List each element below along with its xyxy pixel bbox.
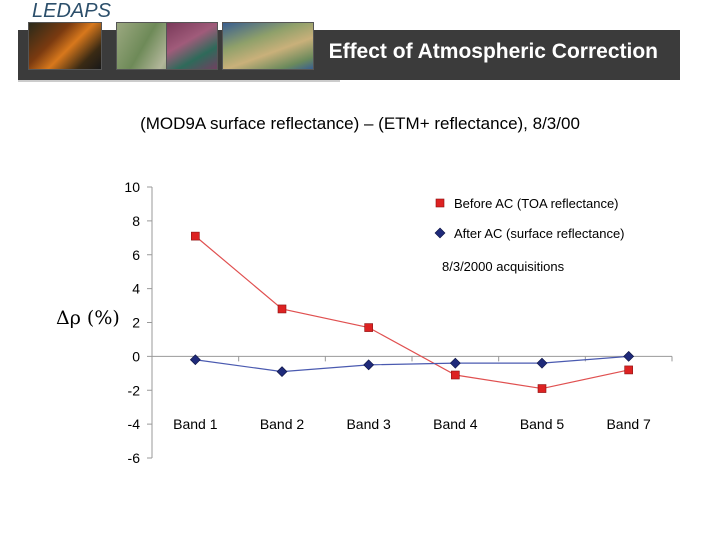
- legend-label: After AC (surface reflectance): [454, 226, 625, 241]
- before-ac-point: [278, 305, 286, 313]
- x-tick-label: Band 1: [173, 416, 218, 433]
- before-ac-point: [191, 232, 199, 240]
- y-tick-label: 4: [132, 280, 140, 297]
- page-title: Effect of Atmospheric Correction: [328, 40, 658, 63]
- legend-label: Before AC (TOA reflectance): [454, 196, 619, 211]
- y-tick-label: 0: [132, 348, 140, 365]
- before-ac-point: [451, 371, 459, 379]
- x-tick-label: Band 4: [433, 416, 478, 433]
- legend-diamond-marker: [435, 228, 445, 238]
- chart-subtitle: (MOD9A surface reflectance) – (ETM+ reflectance), 8/3/00: [140, 114, 580, 133]
- before-ac-point: [538, 385, 546, 393]
- x-tick-label: Band 5: [519, 416, 565, 433]
- y-tick-label: 6: [132, 246, 140, 263]
- after-ac-point: [624, 351, 634, 361]
- y-tick-label: 2: [132, 314, 140, 331]
- before-ac-point: [365, 324, 373, 332]
- x-tick-label: Band 7: [606, 416, 651, 433]
- y-tick-label: 10: [124, 179, 140, 195]
- after-ac-point: [537, 358, 547, 368]
- y-tick-label: -4: [127, 416, 140, 433]
- after-ac-point: [364, 360, 374, 370]
- x-tick-label: Band 3: [346, 416, 391, 433]
- after-ac-point: [450, 358, 460, 368]
- y-tick-label: -2: [127, 382, 140, 399]
- y-axis-label: Δρ (%): [56, 307, 120, 329]
- y-tick-label: -6: [127, 450, 140, 466]
- legend-square-marker: [436, 199, 444, 207]
- after-ac-point: [277, 367, 287, 377]
- before-ac-point: [625, 366, 633, 374]
- ledaps-logo: LEDAPS: [32, 0, 111, 22]
- acquisition-annotation: 8/3/2000 acquisitions: [442, 259, 565, 274]
- y-tick-label: 8: [132, 212, 140, 229]
- x-tick-label: Band 2: [259, 416, 305, 433]
